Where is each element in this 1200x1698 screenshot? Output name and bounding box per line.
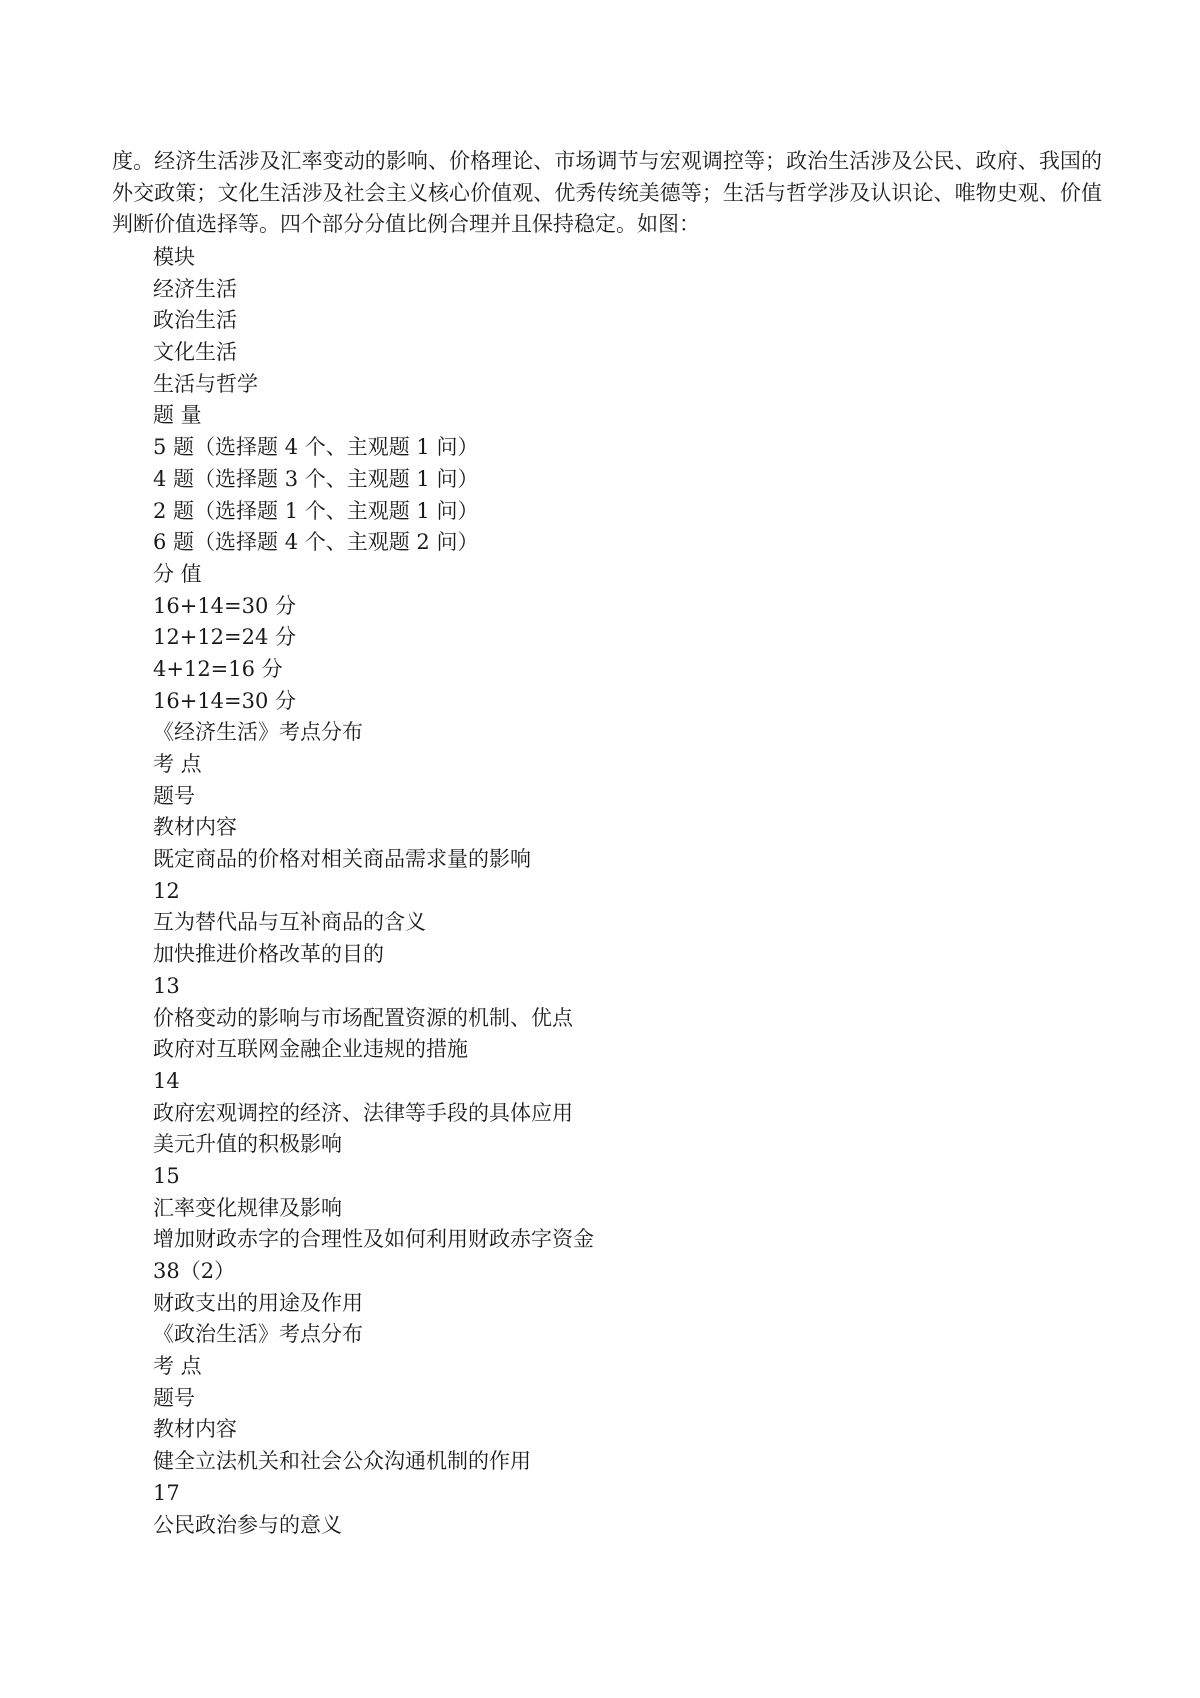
line-question-number: 17 (153, 1480, 180, 1505)
line-module-header: 模块 (153, 245, 195, 269)
line-score-cultural: 4+12=16 分 (153, 656, 283, 681)
line-exam-point-header: 考 点 (153, 752, 202, 776)
line-question-count-cultural: 2 题（选择题 1 个、主观题 1 问） (153, 498, 479, 523)
line-question-number: 38（2） (153, 1259, 236, 1283)
line-exam-point: 既定商品的价格对相关商品需求量的影响 (153, 847, 531, 872)
line-economic-section-title: 《经济生活》考点分布 (153, 720, 363, 745)
line-score-economic: 16+14=30 分 (153, 593, 297, 618)
line-textbook-content: 汇率变化规律及影响 (153, 1195, 342, 1220)
line-score-header: 分 值 (153, 561, 202, 586)
line-module-political: 政治生活 (153, 308, 237, 333)
line-exam-point: 加快推进价格改革的目的 (153, 942, 384, 967)
line-exam-point-header: 考 点 (153, 1354, 202, 1379)
line-question-number: 15 (153, 1163, 180, 1188)
line-question-number-header: 题号 (153, 1385, 195, 1410)
line-module-philosophy: 生活与哲学 (153, 371, 258, 396)
line-textbook-content: 互为替代品与互补商品的含义 (153, 910, 426, 935)
line-textbook-content: 政府宏观调控的经济、法律等手段的具体应用 (153, 1100, 573, 1125)
line-exam-point: 政府对互联网金融企业违规的措施 (153, 1037, 468, 1062)
line-question-count-economic: 5 题（选择题 4 个、主观题 1 问） (153, 435, 479, 460)
line-question-count-philosophy: 6 题（选择题 4 个、主观题 2 问） (153, 530, 479, 555)
line-exam-point: 增加财政赤字的合理性及如何利用财政赤字资金 (153, 1227, 594, 1252)
content-lines (153, 242, 594, 1541)
line-textbook-content-header: 教材内容 (153, 1417, 237, 1442)
line-textbook-content: 财政支出的用途及作用 (153, 1290, 363, 1315)
line-score-political: 12+12=24 分 (153, 625, 297, 650)
line-question-number: 14 (153, 1068, 180, 1093)
line-textbook-content-header: 教材内容 (153, 815, 237, 840)
intro-paragraph: 度。经济生活涉及汇率变动的影响、价格理论、市场调节与宏观调控等；政治生活涉及公民、政府、我国的外交政策；文化生活涉及社会主义核心价值观、优秀传统美德等；生活与哲学涉及认识论、唯物史观、价值判断价值选择等。四个部分分值比例合理并且保持稳定。如图： (112, 149, 1102, 236)
line-textbook-content: 公民政治参与的意义 (153, 1512, 342, 1537)
line-question-number: 12 (153, 878, 180, 903)
line-question-number-header: 题号 (153, 783, 195, 808)
line-political-section-title: 《政治生活》考点分布 (153, 1322, 363, 1347)
line-question-count-political: 4 题（选择题 3 个、主观题 1 问） (153, 466, 479, 491)
line-question-count-header: 题 量 (153, 403, 202, 428)
line-question-number: 13 (153, 973, 180, 998)
line-exam-point: 健全立法机关和社会公众沟通机制的作用 (153, 1449, 531, 1474)
line-score-philosophy: 16+14=30 分 (153, 688, 297, 713)
line-exam-point: 美元升值的积极影响 (153, 1132, 342, 1157)
line-module-economic: 经济生活 (153, 276, 237, 301)
line-textbook-content: 价格变动的影响与市场配置资源的机制、优点 (153, 1005, 573, 1030)
line-module-cultural: 文化生活 (153, 340, 237, 365)
